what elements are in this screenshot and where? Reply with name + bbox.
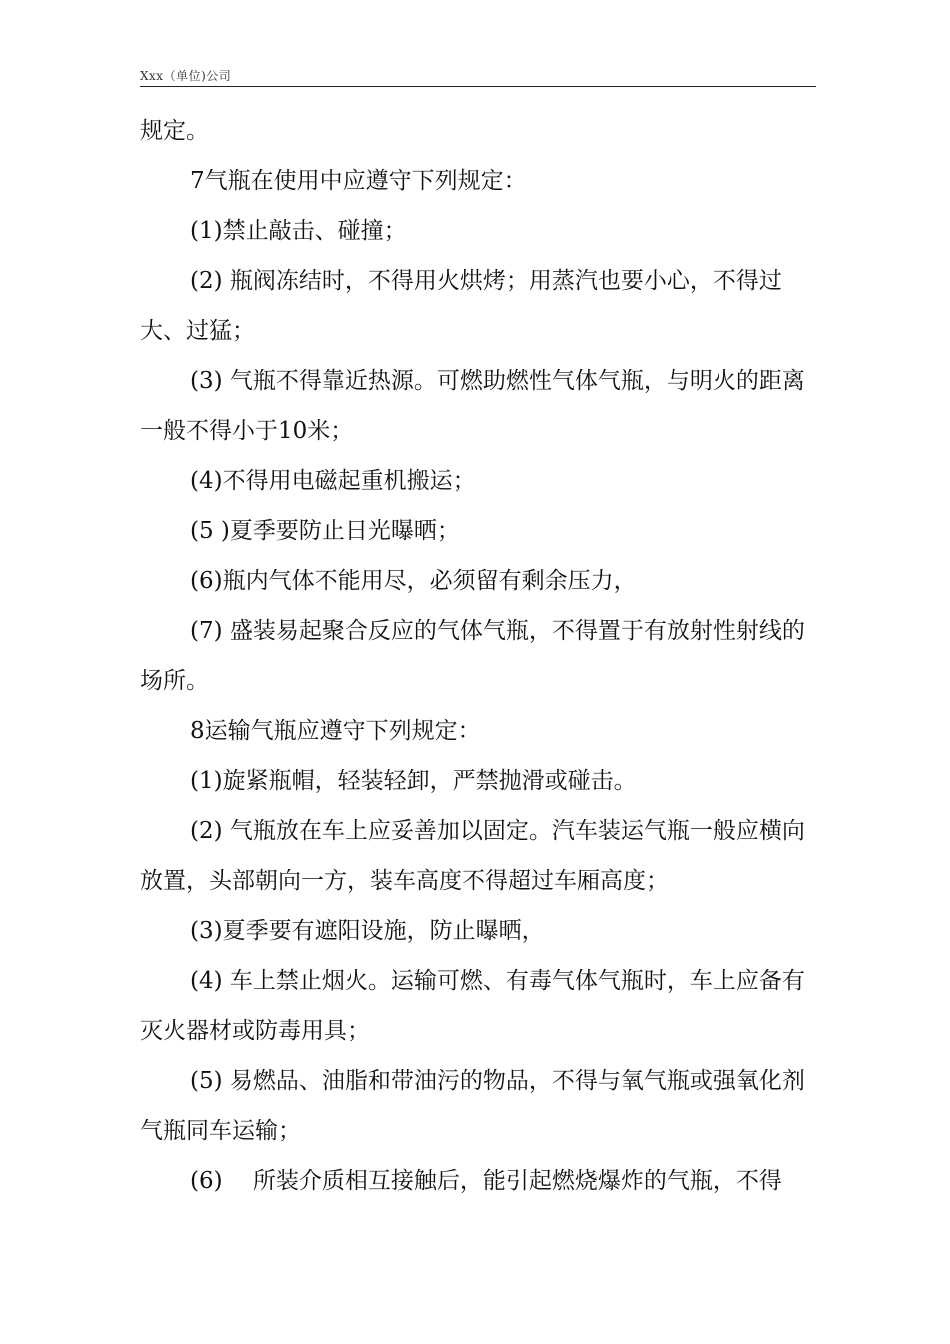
header-company: Xxx（单位)公司 bbox=[140, 69, 232, 83]
paragraph: (3)夏季要有遮阳设施，防止曝晒， bbox=[190, 918, 545, 944]
paragraph: (3) 气瓶不得靠近热源。可燃助燃性气体气瓶，与明火的距离一般不得小于10米； bbox=[140, 368, 805, 444]
paragraph: (6) 所装介质相互接触后，能引起燃烧爆炸的气瓶，不得 bbox=[190, 1168, 782, 1194]
paragraph: (2) 瓶阀冻结时，不得用火烘烤；用蒸汽也要小心，不得过大、过猛； bbox=[140, 268, 782, 344]
paragraph: (5 )夏季要防止日光曝晒； bbox=[190, 518, 460, 544]
document-body bbox=[140, 106, 816, 1206]
paragraph: 8运输气瓶应遵守下列规定： bbox=[190, 718, 481, 744]
paragraph: (4) 车上禁止烟火。运输可燃、有毒气体气瓶时，车上应备有灭火器材或防毒用具； bbox=[140, 968, 805, 1044]
paragraph: (7) 盛装易起聚合反应的气体气瓶，不得置于有放射性射线的场所。 bbox=[140, 618, 805, 694]
paragraph: (5) 易燃品、油脂和带油污的物品，不得与氧气瓶或强氧化剂气瓶同车运输； bbox=[140, 1068, 805, 1144]
page-header bbox=[140, 66, 816, 87]
paragraph: (4)不得用电磁起重机搬运； bbox=[190, 468, 476, 494]
paragraph: (6)瓶内气体不能用尽，必须留有剩余压力， bbox=[190, 568, 637, 594]
paragraph: (1)禁止敲击、碰撞； bbox=[190, 218, 407, 244]
paragraph: 规定。 bbox=[140, 118, 209, 144]
paragraph: (2) 气瓶放在车上应妥善加以固定。汽车装运气瓶一般应横向放置，头部朝向一方，装车高度不得超过车厢高度； bbox=[140, 818, 805, 894]
paragraph: 7气瓶在使用中应遵守下列规定： bbox=[190, 168, 527, 194]
paragraph: (1)旋紧瓶帽，轻装轻卸，严禁抛滑或碰击。 bbox=[190, 768, 637, 794]
